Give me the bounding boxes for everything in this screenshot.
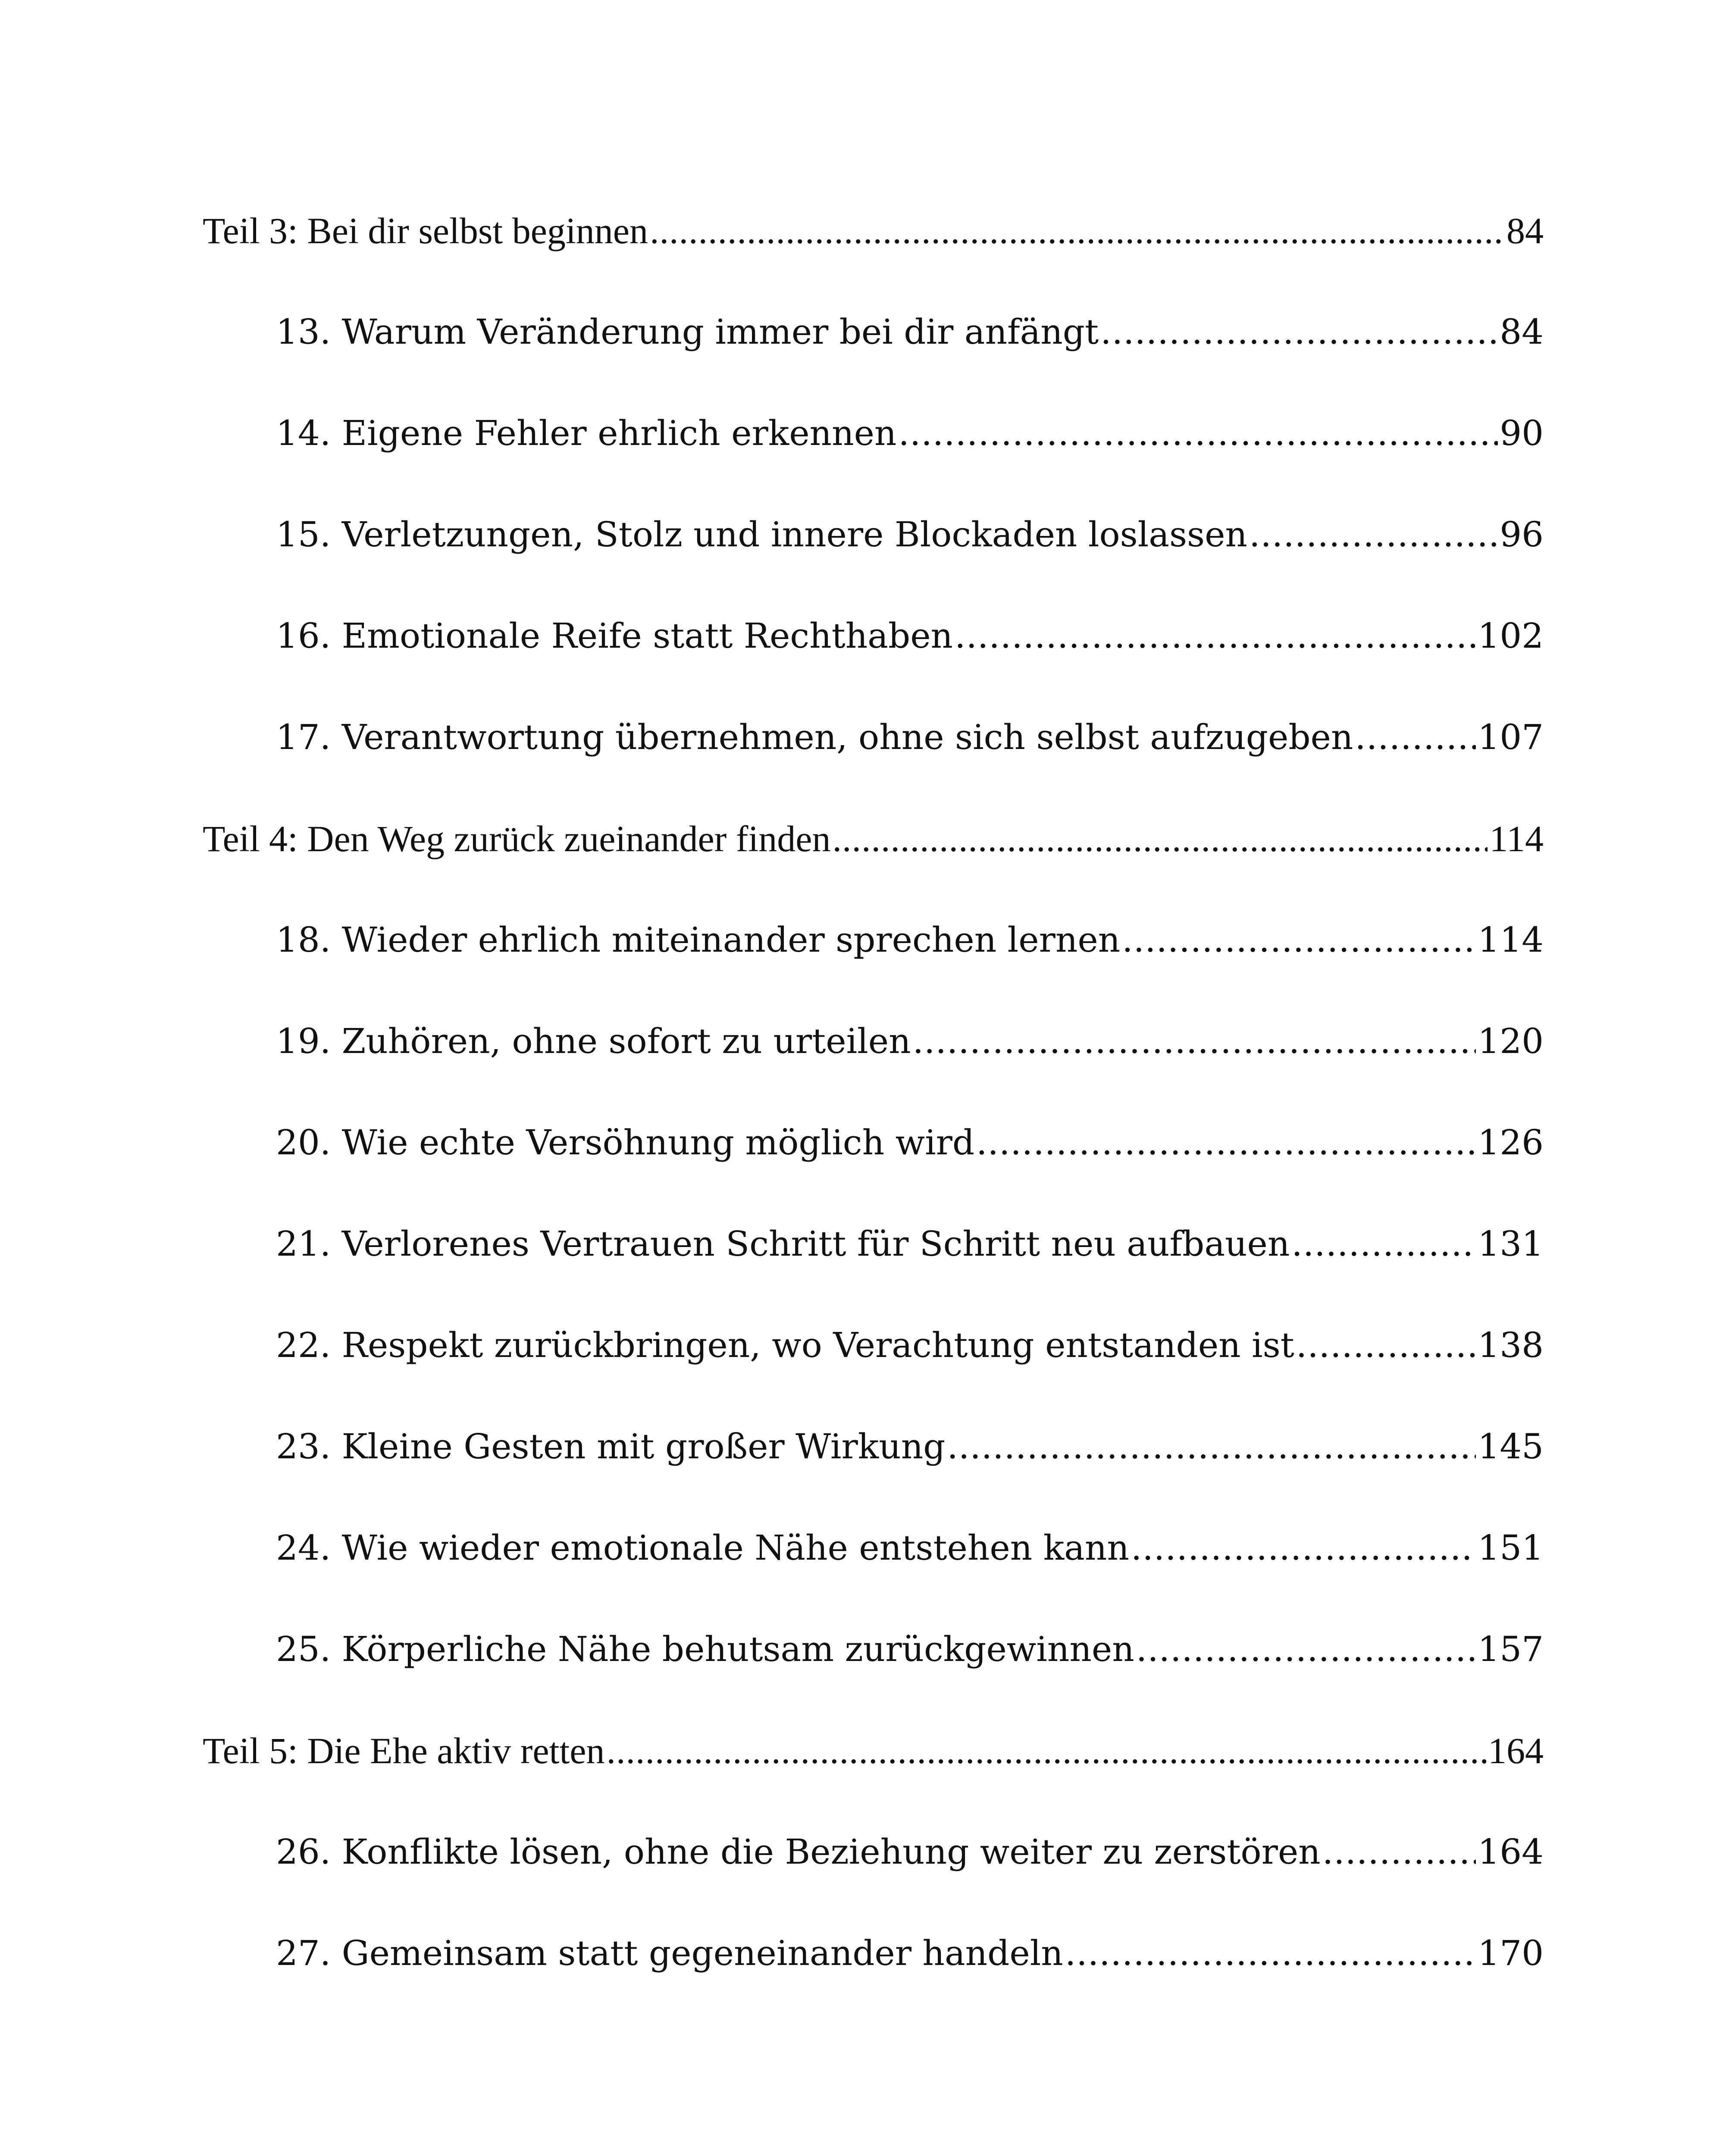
toc-page-number: 120 (1478, 1021, 1544, 1061)
toc-entry-label: Teil 5: Die Ehe aktiv retten (203, 1730, 605, 1771)
toc-entry-label: 25. Körperliche Nähe behutsam zurückgewinnen (276, 1629, 1134, 1669)
toc-chapter-entry (203, 1018, 1544, 1119)
toc-chapter-entry (203, 1524, 1544, 1626)
toc-dot-leader (606, 1727, 1486, 1774)
toc-page-number: 84 (1500, 312, 1544, 352)
toc-chapter-entry (203, 1828, 1544, 1930)
toc-dot-leader (1249, 511, 1498, 558)
toc-chapter-entry (203, 1626, 1544, 1727)
toc-chapter-entry (203, 511, 1544, 612)
toc-page-number: 126 (1478, 1122, 1544, 1163)
toc-dot-leader (1291, 1220, 1476, 1268)
toc-chapter-entry (203, 410, 1544, 511)
toc-entry-label: 20. Wie echte Versöhnung möglich wird (276, 1122, 975, 1163)
toc-entry-label: Teil 4: Den Weg zurück zueinander finden (203, 818, 831, 859)
toc-page-number: 164 (1478, 1832, 1544, 1872)
toc-page-number: 151 (1478, 1528, 1544, 1568)
toc-chapter-entry (203, 1119, 1544, 1220)
toc-page-number: 138 (1478, 1325, 1544, 1365)
toc-page-number: 114 (1489, 818, 1544, 859)
toc-chapter-entry (203, 1930, 1544, 2031)
toc-page-number: 114 (1478, 920, 1544, 960)
toc-page-number: 170 (1478, 1933, 1544, 1973)
toc-page-number: 145 (1478, 1426, 1544, 1467)
toc-dot-leader (898, 410, 1498, 457)
toc-page-number: 131 (1478, 1224, 1544, 1264)
toc-chapter-entry (203, 714, 1544, 815)
toc-chapter-entry (203, 1220, 1544, 1322)
toc-entry-label: 27. Gemeinsam statt gegeneinander handeln (276, 1933, 1063, 1973)
toc-page-number: 157 (1478, 1629, 1544, 1669)
toc-entry-label: 18. Wieder ehrlich miteinander sprechen lernen (276, 920, 1121, 960)
toc-entry-label: 21. Verlorenes Vertrauen Schritt für Schritt neu aufbauen (276, 1224, 1290, 1264)
toc-page-number: 107 (1478, 717, 1544, 757)
toc-page-number: 84 (1506, 210, 1544, 251)
table-of-contents (203, 207, 1544, 2031)
toc-dot-leader (976, 1119, 1476, 1166)
toc-entry-label: 14. Eigene Fehler ehrlich erkennen (276, 413, 897, 453)
toc-dot-leader (947, 1423, 1476, 1470)
toc-entry-label: 26. Konflikte lösen, ohne die Beziehung weiter zu zerstören (276, 1832, 1321, 1872)
toc-entry-label: 22. Respekt zurückbringen, wo Verachtung entstanden ist (276, 1325, 1294, 1365)
toc-part-entry (203, 207, 1544, 308)
toc-entry-label: 24. Wie wieder emotionale Nähe entstehen kann (276, 1528, 1129, 1568)
toc-dot-leader (1122, 916, 1476, 964)
toc-page-number: 102 (1478, 616, 1544, 656)
toc-chapter-entry (203, 916, 1544, 1018)
toc-chapter-entry (203, 308, 1544, 410)
toc-part-entry (203, 815, 1544, 916)
toc-page-number: 90 (1500, 413, 1544, 453)
toc-dot-leader (955, 612, 1476, 660)
toc-entry-label: 23. Kleine Gesten mit großer Wirkung (276, 1426, 946, 1467)
toc-dot-leader (1136, 1626, 1476, 1673)
toc-entry-label: 13. Warum Veränderung immer bei dir anfängt (276, 312, 1099, 352)
toc-entry-label: 16. Emotionale Reife statt Rechthaben (276, 616, 953, 656)
toc-chapter-entry (203, 1423, 1544, 1524)
toc-entry-label: 19. Zuhören, ohne sofort zu urteilen (276, 1021, 911, 1061)
toc-part-entry (203, 1727, 1544, 1828)
toc-entry-label: Teil 3: Bei dir selbst beginnen (203, 210, 648, 251)
toc-page-number: 164 (1488, 1730, 1544, 1771)
toc-chapter-entry (203, 1322, 1544, 1423)
toc-page-number: 96 (1500, 514, 1544, 555)
toc-dot-leader (1296, 1322, 1476, 1369)
toc-dot-leader (650, 207, 1505, 254)
toc-dot-leader (1100, 308, 1498, 356)
toc-dot-leader (1131, 1524, 1476, 1572)
toc-entry-label: 17. Verantwortung übernehmen, ohne sich selbst aufzugeben (276, 717, 1353, 757)
toc-chapter-entry (203, 612, 1544, 714)
toc-dot-leader (1322, 1828, 1476, 1876)
toc-entry-label: 15. Verletzungen, Stolz und innere Blockaden loslassen (276, 514, 1247, 555)
toc-dot-leader (832, 815, 1488, 862)
toc-dot-leader (913, 1018, 1476, 1065)
toc-dot-leader (1065, 1930, 1476, 1977)
toc-dot-leader (1355, 714, 1476, 761)
